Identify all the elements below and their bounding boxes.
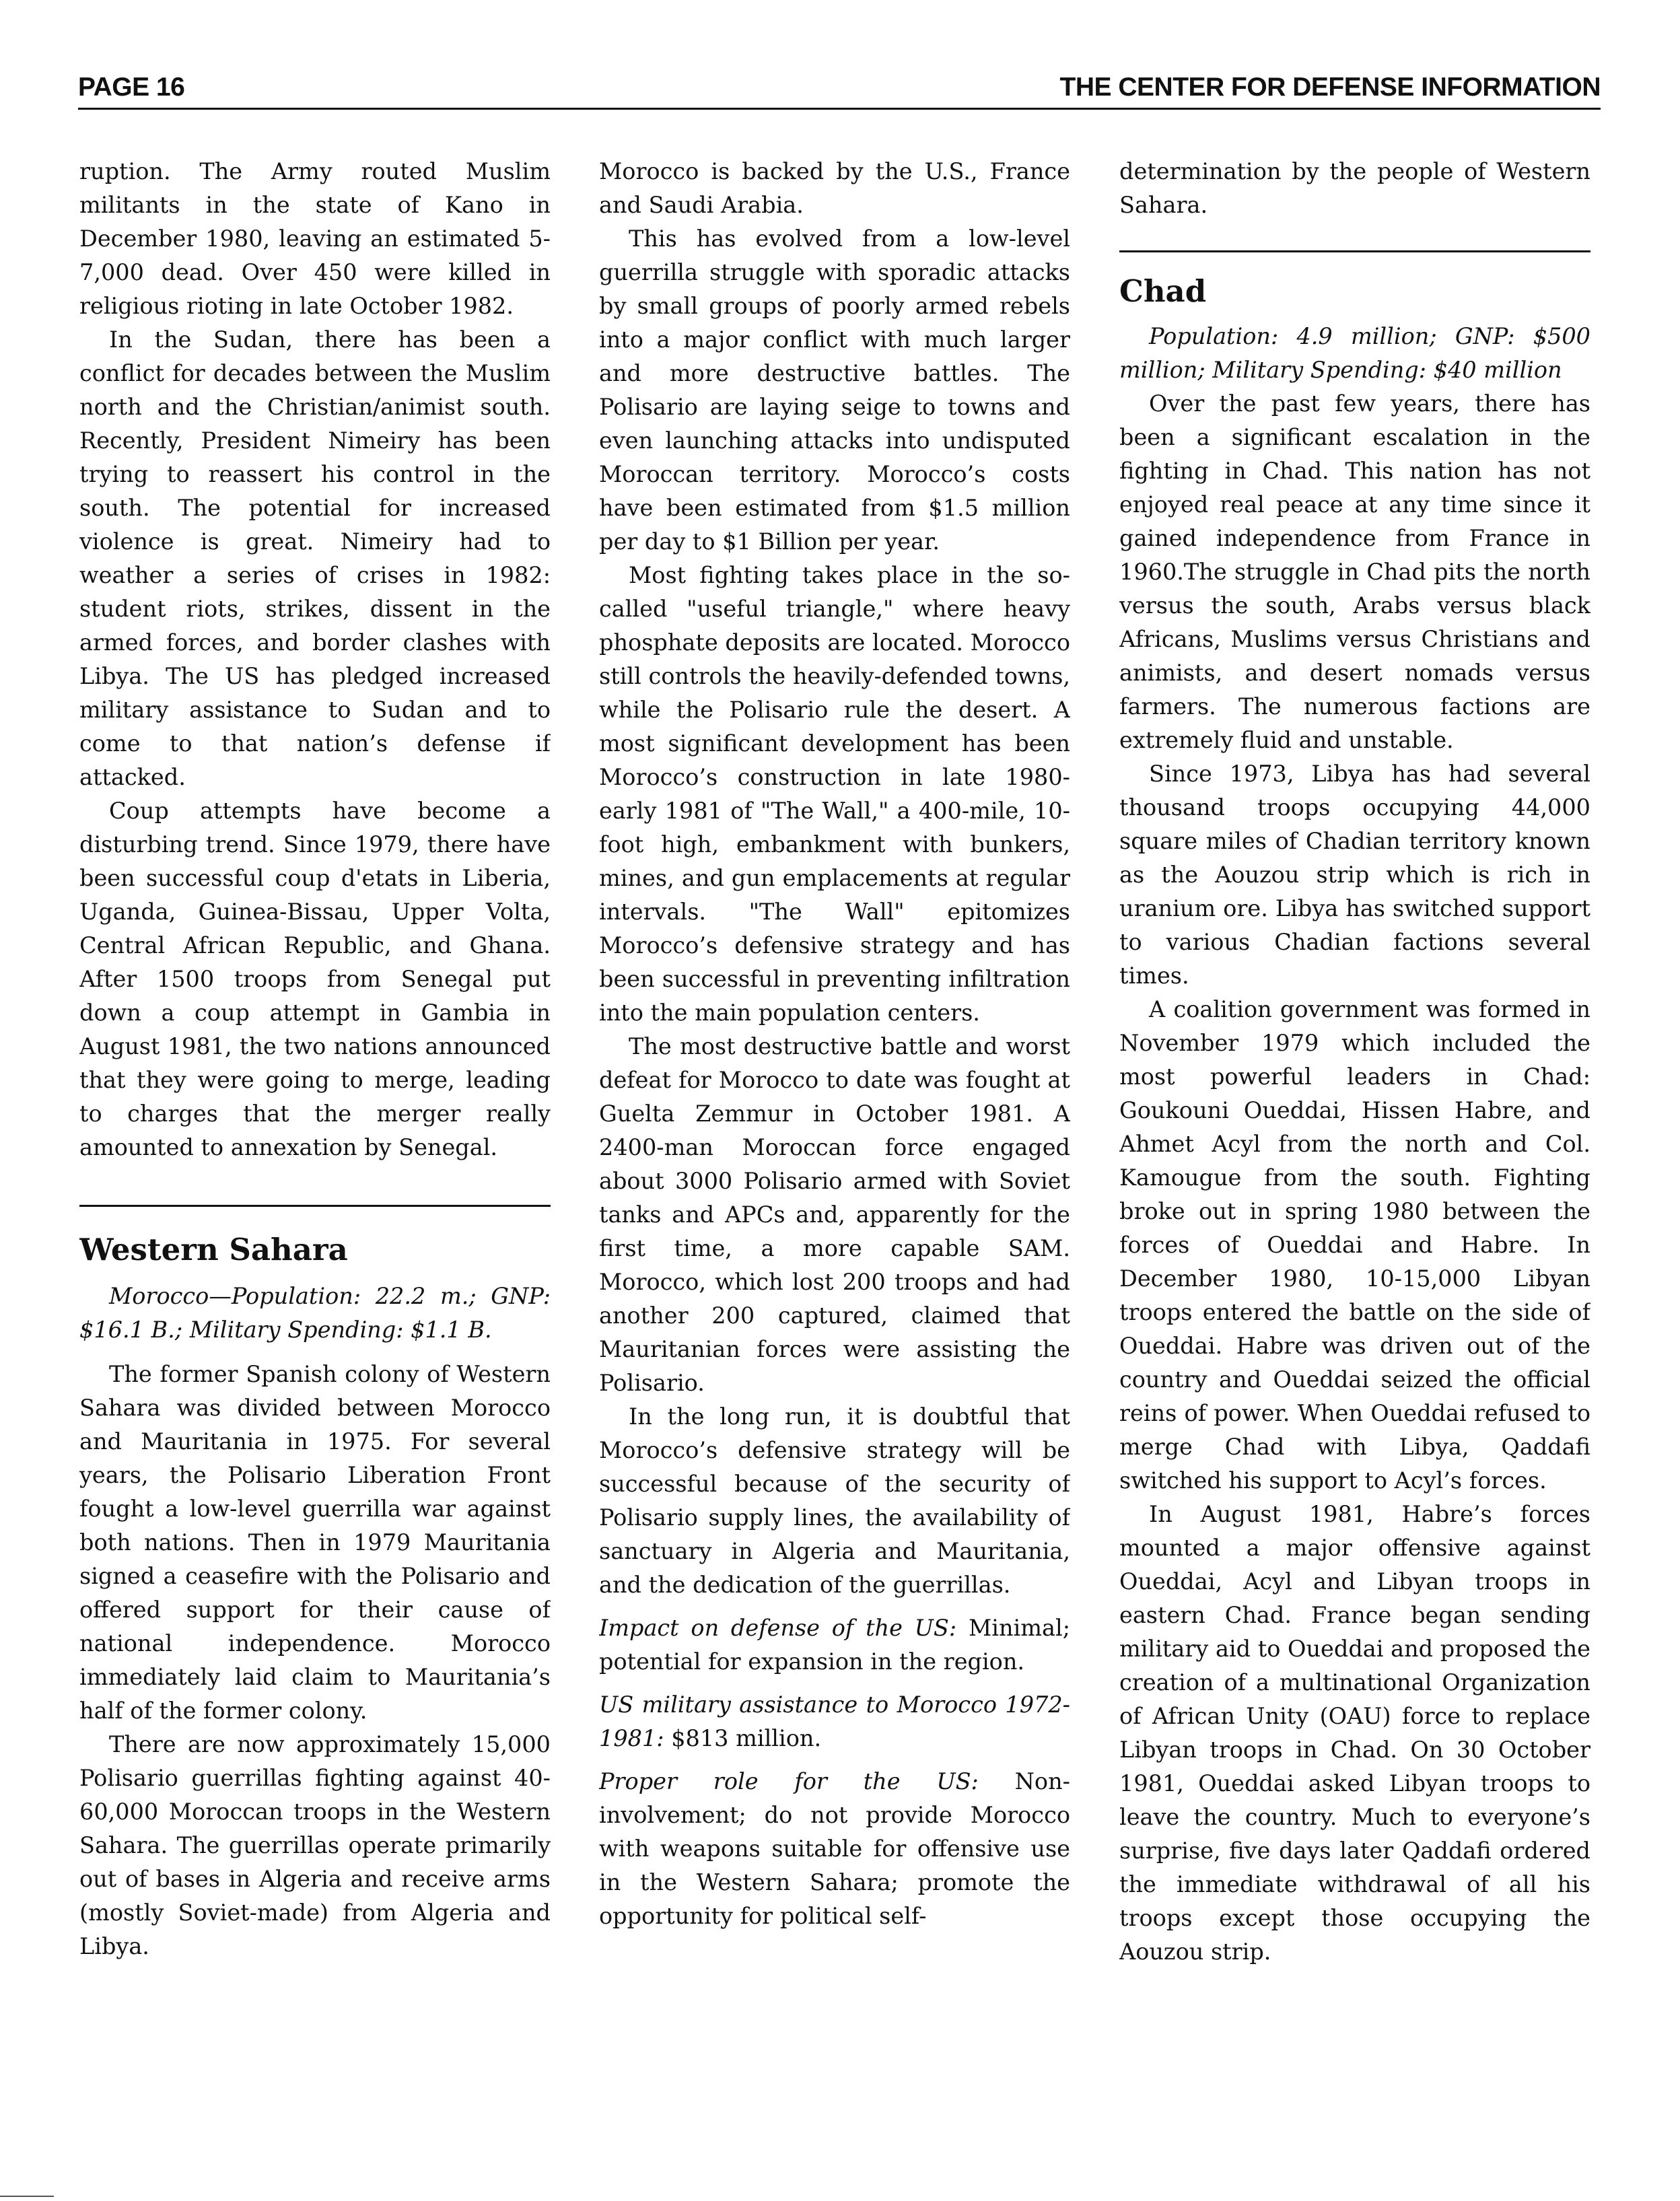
page-header <box>78 73 1601 110</box>
assistance-statement <box>599 1688 1070 1755</box>
column-2 <box>599 155 1070 2147</box>
paragraph: Over the past few years, there has been a significant escalation in the fighting in Chad. This nation has not enjoyed real peace at any time since it gained independence from France in 1960.The struggle in Chad pits the north versus the south, Arabs versus black Africans, Muslims versus Christians and animists, and desert nomads versus farmers. The numerous factions are extremely fluid and unstable. <box>1119 390 1590 753</box>
paragraph: There are now approximately 15,000 Polisario guerrillas fighting against 40-60,000 Moroccan troops in the Western Sahara. The guerrillas operate primarily out of bases in Algeria and receive arms (mostly Soviet-made) from Algeria and Libya. <box>79 1731 551 1959</box>
paragraph: Coup attempts have become a disturbing trend. Since 1979, there have been successful coup d'etats in Liberia, Uganda, Guinea-Bissau, Upper Volta, Central African Republic, and Ghana. After 1500 troops from Senegal put down a coup attempt in Gambia in August 1981, the two nations announced that they were going to merge, leading to charges that the merger really amounted to annexation by Senegal. <box>79 798 551 1160</box>
paragraph: This has evolved from a low-level guerrilla struggle with sporadic attacks by small groups of poorly armed rebels into a major conflict with much larger and more destructive battles. The Polisario are laying seige to towns and even launching attacks into undisputed Moroccan territory. Morocco’s costs have been estimated from $1.5 million per day to $1 Billion per year. <box>599 225 1070 555</box>
paragraph: In August 1981, Habre’s forces mounted a major offensive against Oueddai, Acyl and Libyan troops in eastern Chad. France began sending military aid to Oueddai and proposed the creation of a multinational Organization of African Unity (OAU) force to replace Libyan troops in Chad. On 30 October 1981, Oueddai asked Libyan troops to leave the country. Much to everyone’s surprise, five days later Qaddafi ordered the immediate withdrawal of all his troops except those occupying the Aouzou strip. <box>1119 1501 1590 1965</box>
column-1 <box>79 155 551 2147</box>
paragraph: Most fighting takes place in the so-called "useful triangle," where heavy phosphate deposits are located. Morocco still controls the heavily-defended towns, while the Polisario rule the desert. A most significant development has been Morocco’s construction in late 1980-early 1981 of "The Wall," a 400-mile, 10-foot high, embankment with bunkers, mines, and gun emplacements at regular intervals. "The Wall" epitomizes Morocco’s defensive strategy and has been successful in preventing infiltration into the main population centers. <box>599 562 1070 1026</box>
paragraph: ruption. The Army routed Muslim militants in the state of Kano in December 1980, leaving an estimated 5-7,000 dead. Over 450 were killed in religious rioting in late October 1982. <box>79 158 551 319</box>
paragraph: determination by the people of Western Sahara. <box>1119 158 1590 218</box>
scan-edge-mark <box>0 2196 54 2197</box>
impact-statement <box>599 1611 1070 1679</box>
paragraph: A coalition government was formed in November 1979 which included the most powerful leaders in Chad: Goukouni Oueddai, Hissen Habre, and Ahmet Acyl from the north and Col. Kamougue from the south. Fighting broke out in spring 1980 between the forces of Oueddai and Habre. In December 1980, 10-15,000 Libyan troops entered the battle on the side of Oueddai. Habre was driven out of the country and Oueddai seized the official reins of power. When Oueddai refused to merge Chad with Libya, Qaddafi switched his support to Acyl’s forces. <box>1119 996 1590 1494</box>
impact-label: Impact on defense of the US: <box>599 1615 957 1641</box>
paragraph: The former Spanish colony of Western Sahara was divided between Morocco and Mauritania in 1975. For several years, the Polisario Liberation Front fought a low-level guerrilla war against both nations. Then in 1979 Mauritania signed a ceasefire with the Polisario and offered support for their cause of national independence. Morocco immediately laid claim to Mauritania’s half of the former colony. <box>79 1361 551 1724</box>
assistance-label: US military assistance to Morocco 1972-1981: <box>599 1691 1070 1751</box>
role-text: Non-involvement; do not provide Morocco with weapons suitable for offensive use in the Western Sahara; promote the opportunity for political self- <box>599 1768 1070 1929</box>
paragraph: In the Sudan, there has been a conflict for decades between the Muslim north and the Christian/animist south. Recently, President Nimeiry has been trying to reassert his control in the south. The potential for increased violence is great. Nimeiry had to weather a series of crises in 1982: student riots, strikes, dissent in the armed forces, and border clashes with Libya. The US has pledged increased military assistance to Sudan and to come to that nation’s defense if attacked. <box>79 326 551 790</box>
section-heading-western-sahara: Western Sahara <box>79 1232 348 1267</box>
section-divider <box>79 1205 551 1207</box>
role-label: Proper role for the US: <box>599 1768 979 1794</box>
role-statement <box>599 1765 1070 1933</box>
assistance-text: $813 million. <box>664 1725 822 1751</box>
section-heading-chad: Chad <box>1119 273 1207 309</box>
paragraph: The most destructive battle and worst defeat for Morocco to date was fought at Guelta Zemmur in October 1981. A 2400-man Moroccan force engaged about 3000 Polisario armed with Soviet tanks and APCs and, apparently for the first time, a more capable SAM. Morocco, which lost 200 troops and had another 200 captured, claimed that Mauritanian forces were assisting the Polisario. <box>599 1033 1070 1396</box>
publication-name: THE CENTER FOR DEFENSE INFORMATION <box>1059 73 1601 102</box>
paragraph: Since 1973, Libya has had several thousand troops occupying 44,000 square miles of Chadian territory known as the Aouzou strip which is rich in uranium ore. Libya has switched support to various Chadian factions several times. <box>1119 761 1590 989</box>
page-number: PAGE 16 <box>78 73 185 102</box>
country-stats: Morocco—Population: 22.2 m.; GNP: $16.1 B.; Military Spending: $1.1 B. <box>79 1283 551 1343</box>
impact-text: Minimal; potential for expansion in the region. <box>599 1615 1070 1675</box>
country-stats: Population: 4.9 million; GNP: $500 million; Military Spending: $40 million <box>1119 323 1590 383</box>
section-divider <box>1119 250 1590 252</box>
header-rule <box>78 108 1601 110</box>
paragraph: Morocco is backed by the U.S., France and Saudi Arabia. <box>599 158 1070 218</box>
column-3 <box>1119 155 1590 2147</box>
paragraph: In the long run, it is doubtful that Morocco’s defensive strategy will be successful because of the security of Polisario supply lines, the availability of sanctuary in Algeria and Mauritania, and the dedication of the guerrillas. <box>599 1403 1070 1598</box>
